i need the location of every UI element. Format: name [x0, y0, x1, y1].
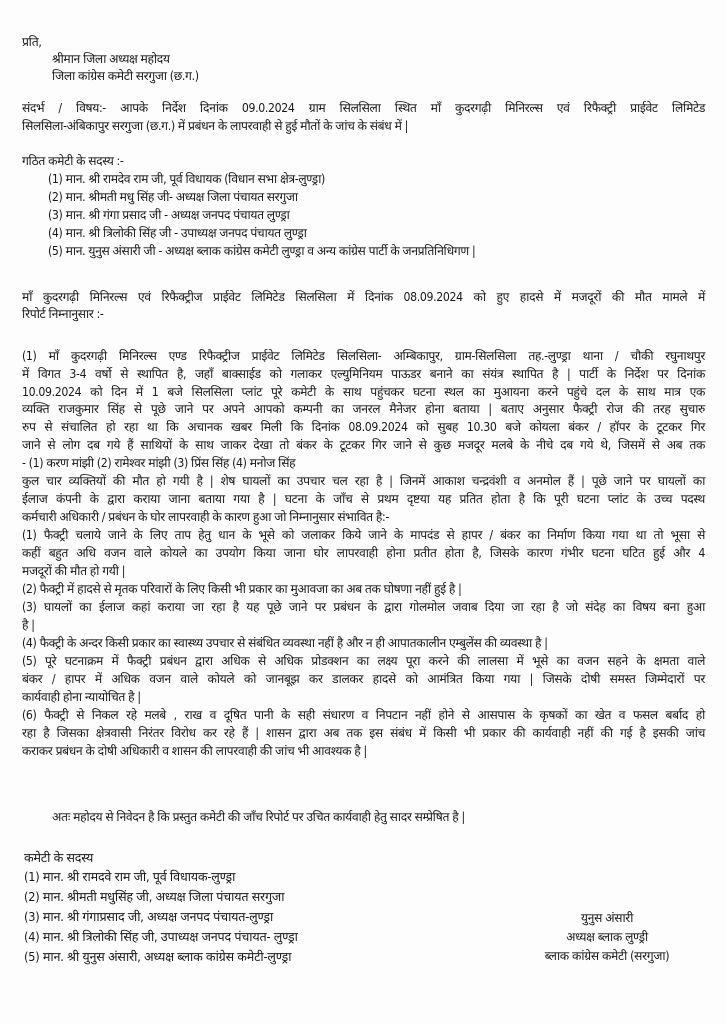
signatory: (3) मान. श्री गंगाप्रसाद जी, अध्यक्ष जनपद पंचायत-लुण्ड्रा	[24, 909, 274, 924]
report-intro-line: रिपोर्ट निम्नानुसार :-	[22, 307, 104, 321]
committee-member: (2) मान. श्रीमती मधु सिंह जी- अध्यक्ष जिला पंचायत सरगुजा	[48, 190, 298, 204]
report-body-line: मजदूरों की मौत हो गयी |	[22, 564, 126, 578]
report-body-line: (4) फैक्ट्री के अन्दर किसी प्रकार का स्वास्थ्य उपचार से संबंधित व्यवस्था नहीं है और न ही आपातकालीन एम्बुलेंस की व्यवस्था है |	[22, 636, 548, 650]
subject-line: सिलसिला-अंबिकापुर सरगुजा (छ.ग.) में प्रबंधन के लापरवाही से हुई मौतों के जांच के संबंध में |	[22, 119, 408, 133]
committee-member: (5) मान. युनुस अंसारी जी - अध्यक्ष ब्लाक कांग्रेस कमेटी लुण्ड्रा व अन्य कांग्रेस पार्टी के जनप्रतिनिधिगण |	[48, 244, 476, 258]
committee-heading: गठित कमेटी के सदस्य :-	[22, 154, 124, 168]
closing-request: अतः महोदय से निवेदन है कि प्रस्तुत कमेटी की जाँच रिपोर्ट पर उचित कार्यवाही हेतु सादर सम्प्रेषित है |	[52, 810, 465, 824]
report-body-line: (5) पूरे घटनाक्रम में फैक्ट्री प्रबंधन द्वारा अधिक से अधिक प्रोडक्शन का लक्ष्य पूरा करने की लालसा में भूसे का वजन सहने के क्षमता वाले	[22, 654, 705, 668]
committee-member: (3) मान. श्री गंगा प्रसाद जी - अध्यक्ष जनपद पंचायत लुण्ड्रा	[48, 208, 290, 222]
report-body-line: (1) माँ कुदरगढ़ी मिनिरल्स एण्ड रिफैक्ट्रीज प्राईवेट लिमिटेड सिलसिला- अम्बिकापुर, ग्राम-सिलसिला तह.-लुण्ड्रा थाना / चौकी रघुनाथपुर	[22, 349, 705, 363]
report-body-line: रहा है जिसका क्षेत्रवासी निरंतर विरोध कर रहे हैं | शासन द्वारा अब तक इस संबंध में किसी भी प्रकार की कार्यवाही नहीं की गई है इसकी जांच	[22, 726, 705, 740]
signatory: (1) मान. श्री रामदवे राम जी, पूर्व विधायक-लुण्ड्रा	[24, 869, 236, 884]
committee-member: (1) मान. श्री रामदेव राम जी, पूर्व विधायक (विधान सभा क्षेत्र-लुण्ड्रा)	[48, 172, 325, 186]
subject-line: संदर्भ / विषय:- आपके निर्देश दिनांक 09.0.2024 ग्राम सिलसिला स्थित माँ कुदरगढ़ी मिनिरल्स एवं रिफैक्ट्री प्राईवेट लिमिटेड	[22, 101, 705, 115]
report-intro-line: माँ कुदरगढ़ी मिनिरल्स एवं रिफैक्ट्रीज प्राईवेट लिमिटेड सिलसिला में दिनांक 08.09.2024 को हुए हादसे में मजदूरों की मौत मामले में	[22, 290, 705, 304]
sender-name: युनुस अंसारी	[580, 911, 634, 925]
addressee-line: जिला कांग्रेस कमेटी सरगुजा (छ.ग.)	[52, 69, 199, 83]
signatory: (5) मान. श्री युनुस अंसारी, अध्यक्ष ब्लाक कांग्रेस कमेटी-लुण्ड्रा	[24, 949, 292, 964]
report-body-line: रुप से संचालित हो रहा था कि अचानक खबर मिली कि दिनांक 08.09.2024 को सुबह 10.30 बजे कोयला बंकर / हॉपर के टूटकर गिर	[22, 420, 705, 434]
report-body-line: कार्यवाही होना न्यायोचित है |	[22, 690, 141, 704]
report-body-line: - (1) करण मांझी (2) रामेश्वर मांझी (3) प्रिंस सिंह (4) मनोज सिंह	[22, 456, 296, 470]
salutation: प्रति,	[22, 35, 42, 49]
report-body-line: कर्मचारी अधिकारी / प्रबंधन के घोर लापरवाही के कारण हुआ जो निम्नानुसार संभावित है:-	[22, 510, 389, 524]
signatories-heading: कमेटी के सदस्य	[24, 850, 94, 865]
committee-member: (4) मान. श्री त्रिलोकी सिंह जी - उपाध्यक्ष जनपद पंचायत लुण्ड्रा	[48, 226, 307, 240]
report-body-line: (6) फैक्ट्री से निकल रहे मलबे , राख व दूषित पानी के सही संधारण व निपटान नहीं होने से आसपास के कृषकों का खेत व फसल बर्बाद हो	[22, 708, 705, 722]
report-body-line: कहीं बहुत अधि वजन वाले कोयले का उपयोग किया जाना घोर लापरवाही होना प्रतीत होता है, जिसके कारण गंभीर घटना घटित हुई और 4	[22, 546, 705, 560]
report-body-line: (1) फैक्ट्री चलाये जाने के लिए ताप हेतु धान के भूसे को जलाकर किये जाने के मापदंड से हापर / बंकर का निर्माण किया गया था तो भूसा से	[22, 528, 705, 542]
sender-organization: ब्लाक कांग्रेस कमेटी (सरगुजा)	[544, 949, 670, 963]
report-body-line: (2) फैक्ट्री में हादसे से मृतक परिवारों के लिए किसी भी प्रकार का मुआवजा का अब तक घोषणा नहीं हुई है |	[22, 582, 462, 596]
report-body-line: में विगत 3-4 वर्षो से स्थापित है, जहाँ बाक्साईड को गलाकर एल्युमिनियम पाऊडर बनाने का संयंत्र स्थापित है | पार्टी के निर्देश पर दिनांक	[22, 367, 705, 381]
report-body-line: है |	[22, 618, 35, 632]
report-body-line: व्यक्ति राजकुमार सिंह से पूछे जाने पर अपने आपको कम्पनी का जनरल मैनेजर होना बताया | बताए अनुसार फैक्ट्री रोज की तरह सुचारु	[22, 402, 705, 416]
signatory: (4) मान. श्री त्रिलोकी सिंह जी, उपाध्यक्ष जनपद पंचायत- लुण्ड्रा	[24, 929, 298, 944]
report-body-line: जाने से लोग दब गये हैं साथियों के साथ जाकर देखा तो बंकर के टूटकर गिर जाने से कुछ मजदूर मलबे के नीचे दब गये थे, जिसमें से अब तक	[22, 438, 705, 452]
report-body-line: बंकर / हापर में अधिक वजन वाले कोयले को जानबूझ कर डालकर हादसे को आमंत्रित किया गया | जिसके दोषी समस्त जिम्मेदारों पर	[22, 672, 705, 686]
addressee-line: श्रीमान जिला अध्यक्ष महोदय	[52, 52, 170, 66]
sender-designation: अध्यक्ष ब्लाक लुण्ड्री	[566, 930, 648, 944]
report-body-line: कराकर प्रबंधन के दोषी अधिकारी व शासन की लापरवाही की जांच भी आवश्यक है |	[22, 744, 367, 758]
report-body-line: कुल चार व्यक्तियों की मौत हो गयी है | शेष घायलों का उपचार चल रहा है | जिनमें आकाश चन्द्रवंशी व अनमोल हैं | पूछे जाने पर घायलों का	[22, 474, 705, 488]
report-body-line: ईलाज कंपनी के द्वारा कराया जाना बताया गया है | घटना के जाँच से प्रथम दृष्टया यह प्रतित होता है कि पूरी घटना प्लांट के उच्च पदस्थ	[22, 492, 705, 506]
signatory: (2) मान. श्रीमती मधुसिंह जी, अध्यक्ष जिला पंचायत सरगुजा	[24, 889, 285, 904]
report-body-line: 10.09.2024 को दिन में 1 बजे सिलसिला प्लांट पूरे कमेटी के साथ पहुंचकर घटना स्थल का मुआयना करने पहुंचे दल के साथ मात्र एक	[22, 385, 705, 399]
report-body-line: (3) घायलों का ईलाज कहां कराया जा रहा है यह पूछे जाने पर प्रबंधन के द्वारा गोलमोल जवाब दिया जा रहा है जो संदेह का विषय बना हुआ	[22, 600, 705, 614]
